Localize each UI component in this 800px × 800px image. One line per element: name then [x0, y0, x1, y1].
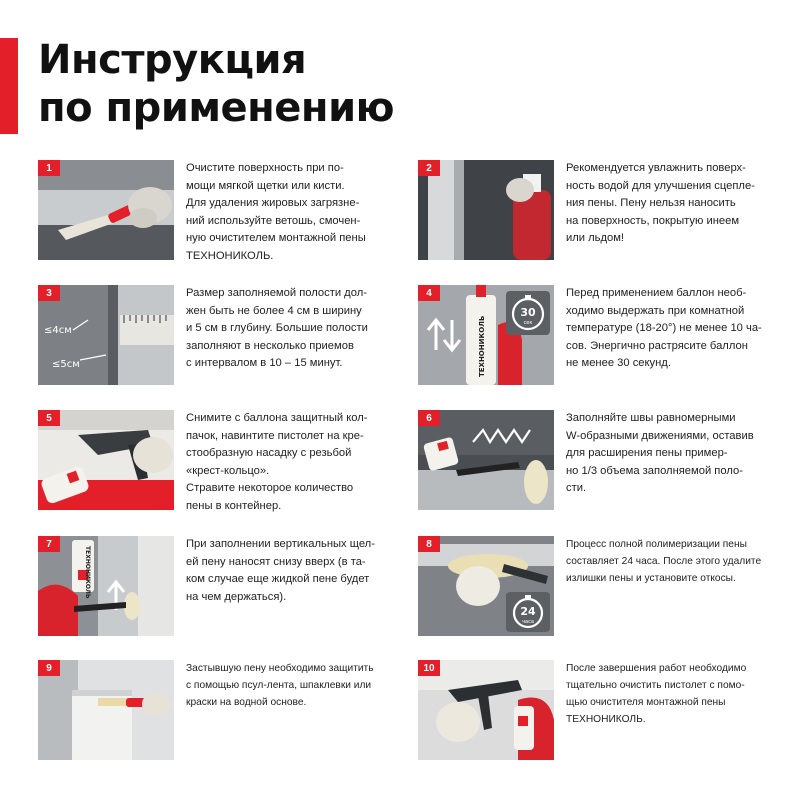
- step-2: [418, 160, 778, 260]
- step-number: 4: [418, 285, 440, 301]
- can-brand-label: ТЕХНОНИКОЛЬ: [478, 315, 486, 377]
- step-3: [38, 285, 398, 385]
- badge-unit: сек: [523, 320, 533, 326]
- step-text: Застывшую пену необходимо защитить с помощью псул-лента, шпаклевки или краски на водной основе.: [186, 663, 374, 708]
- page-title: [38, 36, 394, 132]
- badge-unit: часа: [522, 619, 534, 625]
- step-text: Перед применением баллон необ- ходимо выдержать при комнатной температуре (18-20°) не менее 10 ча- сов. Энергично растрясите баллон не менее 30 секунд.: [566, 287, 762, 369]
- step-number: 6: [418, 410, 440, 426]
- can-brand-label: ТЕХНОНИКОЛЬ: [84, 546, 91, 599]
- step-9: [38, 660, 398, 760]
- step-text: При заполнении вертикальных щел- ей пену наносят снизу вверх (в та- ком случае еще жидкой пене будет на чем держаться).: [186, 538, 375, 603]
- step-6: [418, 410, 778, 510]
- badge-value: 30: [520, 306, 536, 319]
- step-number: 8: [418, 536, 440, 552]
- step-10: [418, 660, 778, 760]
- step-4: [418, 285, 778, 385]
- step-5: [38, 410, 398, 510]
- step-number: 3: [38, 285, 60, 301]
- step-number: 2: [418, 160, 440, 176]
- title-line-1: Инструкция: [38, 37, 307, 83]
- step-text: После завершения работ необходимо тщательно очистить пистолет с помо- щью очистителя монтажной пены ТЕХНОНИКОЛЬ.: [566, 663, 747, 725]
- step-number: 9: [38, 660, 60, 676]
- step-text: Процесс полной полимеризации пены составляет 24 часа. После этого удалите излишки пены и установите откосы.: [566, 539, 762, 584]
- step-number: 7: [38, 536, 60, 552]
- step-8: [418, 536, 778, 636]
- step-number: 5: [38, 410, 60, 426]
- step-text: Очистите поверхность при по- мощи мягкой щетки или кисти. Для удаления жировых загрязне- ний используйте ветошь, смочен- ную очистителем монтажной пены ТЕХНОНИКОЛЬ.: [186, 162, 366, 262]
- title-line-2: по применению: [38, 85, 394, 131]
- step-text: Размер заполняемой полости дол- жен быть не более 4 см в ширину и 5 см в глубину. Большие полости заполняют в несколько приемов с интервалом в 10 – 15 минут.: [186, 287, 368, 369]
- step-text: Заполняйте швы равномерными W-образными движениями, оставив для расширения пены пример- но 1/3 объема заполняемой поло- сти.: [566, 412, 754, 494]
- depth-label: ≤5см: [52, 359, 80, 370]
- step-text: Снимите с баллона защитный кол- пачок, навинтите пистолет на кре- стообразную насадку с резьбой «крест-кольцо». Стравите некоторое количество пены в контейнер.: [186, 412, 368, 512]
- badge-value: 24: [520, 605, 536, 618]
- step-number: 1: [38, 160, 60, 176]
- step-number: 10: [418, 660, 440, 676]
- width-label: ≤4см: [44, 325, 72, 336]
- step-7: [38, 536, 398, 636]
- step-1: [38, 160, 398, 260]
- step-text: Рекомендуется увлажнить поверх- ность водой для улучшения сцепле- ния пены. Пену нельзя наносить на поверхность, покрытую инеем или льдом!: [566, 162, 755, 244]
- accent-bar: [0, 38, 18, 134]
